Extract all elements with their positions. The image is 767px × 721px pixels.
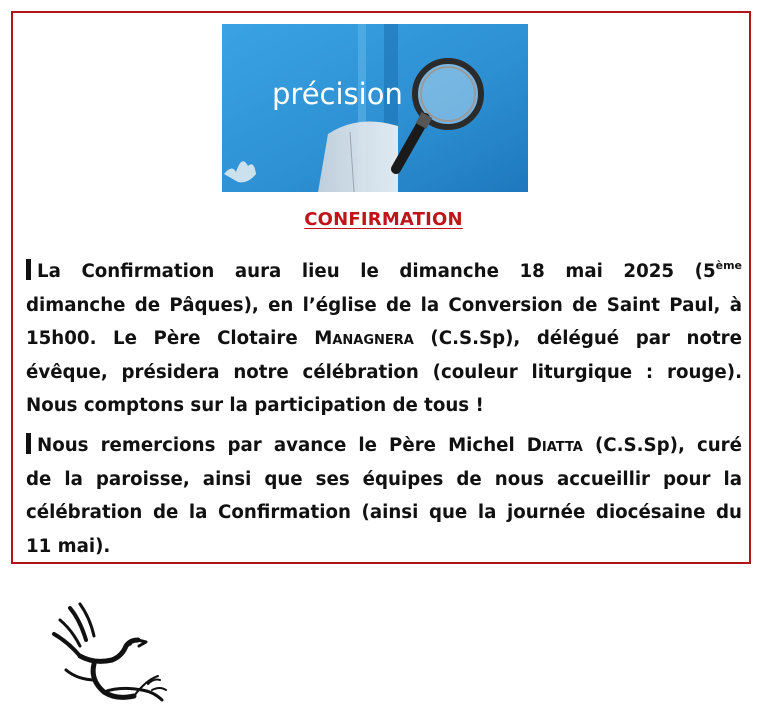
text-run: 15h00. Le Père Clotaire M: [26, 328, 333, 349]
paragraph-line: Nous comptons sur la participation de tous !: [26, 395, 484, 416]
text-run: La Confirmation aura lieu le dimanche 18 mai 2025 (5: [37, 261, 716, 282]
paragraph-marker: [26, 259, 31, 280]
paragraph-confirmation-date: [26, 255, 742, 423]
dove-icon: [50, 600, 170, 712]
surname-smallcaps: iatta: [541, 435, 583, 456]
surname-smallcaps: anagnera: [332, 328, 414, 349]
paragraph-line: [26, 255, 742, 289]
precision-banner: [208, 14, 538, 194]
paragraph-line: [26, 322, 742, 356]
text-run: (C.S.Sp), délégué par notre: [413, 328, 742, 349]
superscript: ème: [715, 259, 742, 272]
section-heading: CONFIRMATION: [304, 209, 463, 230]
text-run: Nous remercions par avance le Père Michel D: [37, 435, 542, 456]
paragraph-line: [26, 429, 742, 463]
banner-word: précision: [272, 77, 403, 111]
paragraph-thanks: [26, 429, 742, 563]
paragraph-line: dimanche de Pâques), en l’église de la Conversion de Saint Paul, à: [26, 294, 742, 316]
paragraph-marker: [26, 433, 31, 454]
paragraph-line: célébration de la Confirmation (ainsi que la journée diocésaine du: [26, 502, 742, 523]
text-run: (C.S.Sp), curé: [582, 435, 742, 456]
paragraph-line: 11 mai).: [26, 535, 111, 557]
paragraph-line: de la paroisse, ainsi que ses équipes de nous accueillir pour la: [26, 468, 742, 490]
paragraph-line: évêque, présidera notre célébration (couleur liturgique : rouge).: [26, 361, 742, 383]
